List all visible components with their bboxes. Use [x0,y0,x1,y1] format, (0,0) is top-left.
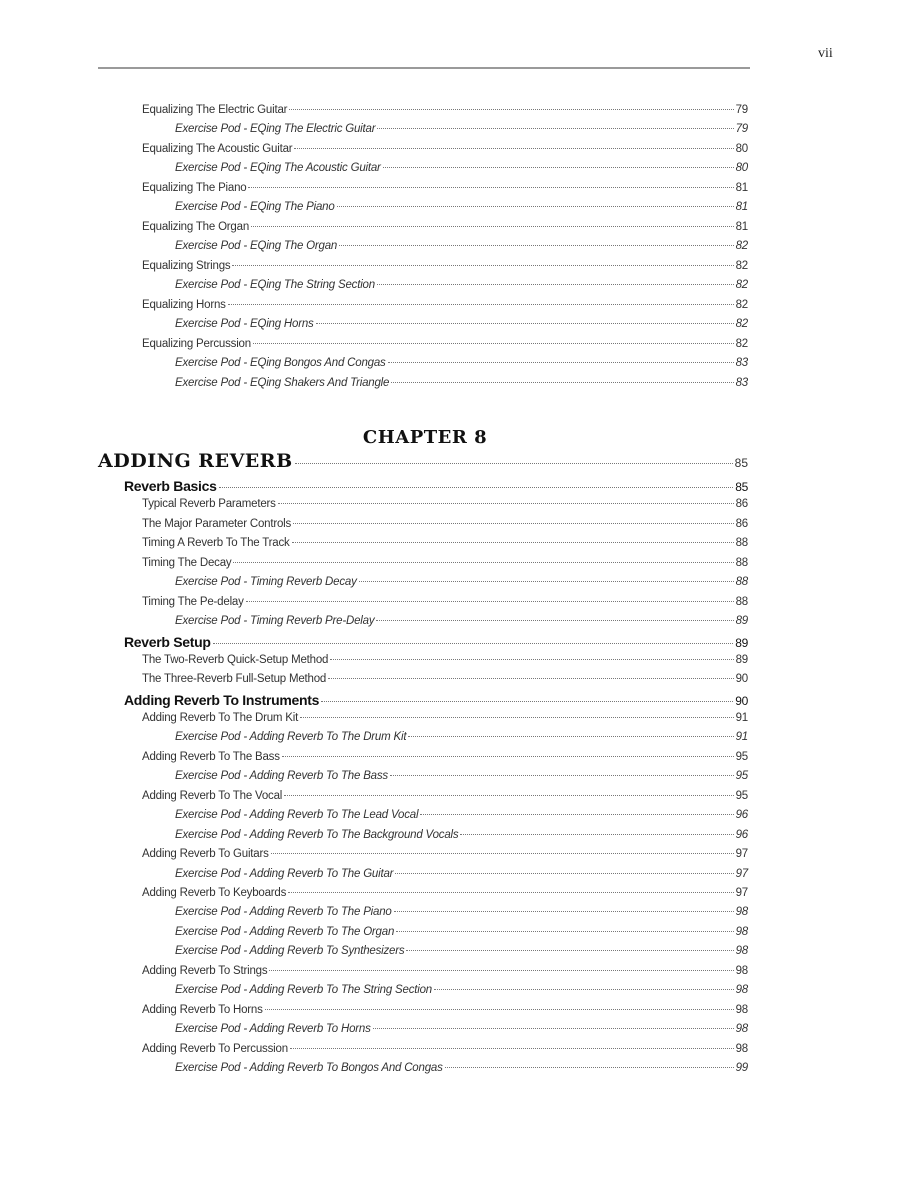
dot-leader [445,1067,734,1068]
dot-leader [395,873,733,874]
toc-entry-page: 95 [735,751,748,763]
toc-entry-page: 98 [735,926,748,938]
toc-entry[interactable] [142,182,748,194]
dot-leader [359,581,734,582]
toc-entry-page: 80 [735,143,748,155]
dot-leader [388,362,734,363]
toc-entry[interactable] [175,123,748,135]
toc-entry-page: 88 [735,557,748,569]
dot-leader [246,601,734,602]
toc-entry[interactable] [142,712,748,724]
toc-entry[interactable] [142,104,748,116]
dot-leader [420,814,733,815]
toc-entry-page: 81 [735,182,748,194]
toc-entry[interactable] [142,1004,748,1016]
dot-leader [377,128,733,129]
dot-leader [373,1028,734,1029]
toc-entry-title: Equalizing Horns [142,299,226,311]
toc-entry-title: The Major Parameter Controls [142,518,292,530]
toc-entry-page: 86 [735,498,748,510]
toc-entry[interactable] [142,518,748,530]
toc-entry[interactable] [142,338,748,350]
toc-entry-title: Exercise Pod - EQing The Piano [175,201,335,213]
toc-entry-page: 96 [735,809,748,821]
toc-entry-page: 81 [735,201,748,213]
dot-leader [394,911,734,912]
toc-entry-page: 98 [735,1004,748,1016]
dot-leader [390,775,734,776]
toc-entry-title: Exercise Pod - Adding Reverb To Horns [175,1023,371,1035]
dot-leader [292,542,734,543]
dot-leader [251,226,734,227]
dot-leader [288,892,733,893]
header-rule [98,67,750,69]
toc-entry[interactable] [175,201,748,213]
toc-entry[interactable] [175,162,748,174]
dot-leader [337,206,734,207]
dot-leader [330,659,733,660]
toc-entry-title: Adding Reverb To Horns [142,1004,263,1016]
toc-entry-page: 96 [735,829,748,841]
toc-entry-page: 98 [735,945,748,957]
toc-entry-page: 82 [735,240,748,252]
dot-leader [294,148,733,149]
toc-entry-title: Adding Reverb To The Drum Kit [142,712,299,724]
toc-entry[interactable] [175,279,748,291]
toc-entry-page: 98 [735,1043,748,1055]
toc-entry-page: 90 [735,694,748,708]
dot-leader [396,931,733,932]
toc-entry-title: Adding Reverb To Instruments [124,692,320,708]
dot-leader [253,343,734,344]
dot-leader [377,284,734,285]
toc-entry-page: 86 [735,518,748,530]
toc-entry-page: 98 [735,965,748,977]
toc-entry[interactable] [142,887,748,899]
toc-entry[interactable] [175,377,748,389]
toc-entry[interactable] [124,634,748,650]
toc-entry-page: 83 [735,377,748,389]
dot-leader [300,717,733,718]
toc-entry-page: 88 [735,537,748,549]
toc-entry-page: 98 [735,984,748,996]
toc-entry[interactable] [175,1023,748,1035]
toc-entry-title: Exercise Pod - Timing Reverb Pre-Delay [175,615,375,627]
dot-leader [282,756,734,757]
toc-entry[interactable] [175,926,748,938]
dot-leader [408,736,733,737]
toc-entry-page: 91 [735,712,748,724]
toc-entry-title: Adding Reverb To Strings [142,965,268,977]
chapter-heading: CHAPTER 8 [362,427,488,448]
toc-entry-page: 82 [735,260,748,272]
toc-entry-page: 88 [735,576,748,588]
toc-entry[interactable] [142,848,748,860]
toc-entry[interactable] [175,1062,748,1074]
toc-entry-page: 90 [735,673,748,685]
dot-leader [265,1009,734,1010]
toc-entry-page: 98 [735,906,748,918]
toc-entry-title: Typical Reverb Parameters [142,498,276,510]
toc-entry-page: 89 [735,654,748,666]
toc-entry[interactable] [142,596,748,608]
toc-entry-title: Equalizing The Organ [142,221,250,233]
dot-leader [434,989,734,990]
dot-leader [383,167,734,168]
toc-entry-page: 85 [734,456,748,470]
dot-leader [328,678,733,679]
toc-entry-title: Exercise Pod - Adding Reverb To The String Section [175,984,432,996]
toc-entry-title: Equalizing The Electric Guitar [142,104,288,116]
toc-entry[interactable] [124,692,748,708]
toc-entry-title: Adding Reverb To The Bass [142,751,280,763]
toc-entry[interactable] [142,1043,748,1055]
dot-leader [460,834,733,835]
toc-entry[interactable] [142,143,748,155]
toc-entry-title: Timing The Decay [142,557,232,569]
toc-entry-title: Exercise Pod - Adding Reverb To The Bass [175,770,388,782]
dot-leader [295,463,733,464]
toc-entry-title: Adding Reverb To Guitars [142,848,269,860]
toc-entry-page: 99 [735,1062,748,1074]
dot-leader [233,562,733,563]
toc-entry[interactable] [142,221,748,233]
toc-entry-title: Adding Reverb To Percussion [142,1043,288,1055]
dot-leader [213,643,734,644]
toc-entry-title: Exercise Pod - EQing Horns [175,318,314,330]
toc-entry-page: 83 [735,357,748,369]
dot-leader [284,795,733,796]
toc-entry-page: 88 [735,596,748,608]
dot-leader [269,970,733,971]
toc-entry-title: Adding Reverb To The Vocal [142,790,283,802]
toc-entry-title: Exercise Pod - Adding Reverb To The Organ [175,926,395,938]
dot-leader [391,382,733,383]
toc-entry-page: 80 [735,162,748,174]
dot-leader [228,304,734,305]
toc-entry-title: Exercise Pod - EQing The Organ [175,240,338,252]
toc-entry[interactable] [142,790,748,802]
page-number: vii [818,46,833,61]
toc-entry[interactable] [142,557,748,569]
toc-entry-page: 85 [735,480,748,494]
toc-entry[interactable] [175,357,748,369]
toc-entry-title: Exercise Pod - EQing Shakers And Triangle [175,377,390,389]
dot-leader [321,701,733,702]
toc-entry[interactable] [175,868,748,880]
toc-entry-title: Exercise Pod - EQing Bongos And Congas [175,357,386,369]
toc-entry-page: 79 [735,104,748,116]
toc-entry-title: The Two-Reverb Quick-Setup Method [142,654,329,666]
dot-leader [289,109,733,110]
dot-leader [232,265,733,266]
dot-leader [376,620,733,621]
toc-entry-title: Exercise Pod - Adding Reverb To Synthesizers [175,945,405,957]
toc-entry-title: ADDING REVERB [98,450,293,472]
dot-leader [339,245,733,246]
dot-leader [278,503,734,504]
toc-entry-title: Timing The Pe-delay [142,596,244,608]
toc-entry[interactable] [142,654,748,666]
toc-entry-title: Equalizing The Acoustic Guitar [142,143,293,155]
toc-entry-page: 98 [735,1023,748,1035]
toc-entry[interactable] [175,906,748,918]
toc-entry-page: 95 [735,770,748,782]
dot-leader [248,187,733,188]
toc-entry-title: Exercise Pod - Adding Reverb To The Lead Vocal [175,809,419,821]
toc-entry[interactable] [142,751,748,763]
toc-entry-title: Exercise Pod - Timing Reverb Decay [175,576,357,588]
toc-entry-page: 79 [735,123,748,135]
toc-entry-title: Timing A Reverb To The Track [142,537,290,549]
toc-entry-title: Equalizing Strings [142,260,231,272]
toc-entry-title: Exercise Pod - Adding Reverb To Bongos And Congas [175,1062,443,1074]
toc-entry-page: 97 [735,887,748,899]
dot-leader [271,853,734,854]
toc-entry-title: Exercise Pod - Adding Reverb To The Background Vocals [175,829,459,841]
toc-entry-title: Exercise Pod - Adding Reverb To The Guitar [175,868,394,880]
toc-entry[interactable] [175,945,748,957]
dot-leader [406,950,733,951]
toc-entry-title: Exercise Pod - EQing The Acoustic Guitar [175,162,381,174]
toc-entry-page: 97 [735,848,748,860]
toc-entry-page: 91 [735,731,748,743]
dot-leader [219,487,734,488]
toc-entry-title: Equalizing Percussion [142,338,251,350]
toc-entry[interactable] [142,260,748,272]
toc-entry-page: 89 [735,636,748,650]
toc-entry-title: Equalizing The Piano [142,182,247,194]
toc-entry[interactable] [142,537,748,549]
toc-entry-title: Exercise Pod - EQing The Electric Guitar [175,123,376,135]
toc-entry-page: 82 [735,279,748,291]
toc-entry[interactable] [175,318,748,330]
toc-entry[interactable] [175,984,748,996]
toc-entry[interactable] [175,576,748,588]
toc-entry-page: 82 [735,318,748,330]
toc-entry-title: Exercise Pod - EQing The String Section [175,279,375,291]
toc-entry[interactable] [175,829,748,841]
toc-entry[interactable] [175,240,748,252]
toc-entry[interactable] [98,450,748,472]
toc-entry-page: 95 [735,790,748,802]
toc-entry[interactable] [142,965,748,977]
toc-entry-title: Adding Reverb To Keyboards [142,887,287,899]
toc-entry-title: Exercise Pod - Adding Reverb To The Drum Kit [175,731,407,743]
toc-entry[interactable] [175,770,748,782]
toc-entry-page: 97 [735,868,748,880]
toc-entry[interactable] [142,299,748,311]
toc-entry[interactable] [142,673,748,685]
dot-leader [293,523,734,524]
dot-leader [290,1048,734,1049]
toc-entry-title: Reverb Setup [124,634,211,650]
toc-entry-title: Exercise Pod - Adding Reverb To The Piano [175,906,392,918]
toc-entry-page: 89 [735,615,748,627]
toc-entry[interactable] [175,615,748,627]
toc-entry[interactable] [175,809,748,821]
toc-entry-page: 82 [735,338,748,350]
dot-leader [316,323,734,324]
toc-entry-title: Reverb Basics [124,478,217,494]
toc-entry[interactable] [175,731,748,743]
toc-entry[interactable] [124,478,748,494]
toc-entry-page: 82 [735,299,748,311]
toc-entry-page: 81 [735,221,748,233]
toc-entry-title: The Three-Reverb Full-Setup Method [142,673,327,685]
toc-entry[interactable] [142,498,748,510]
